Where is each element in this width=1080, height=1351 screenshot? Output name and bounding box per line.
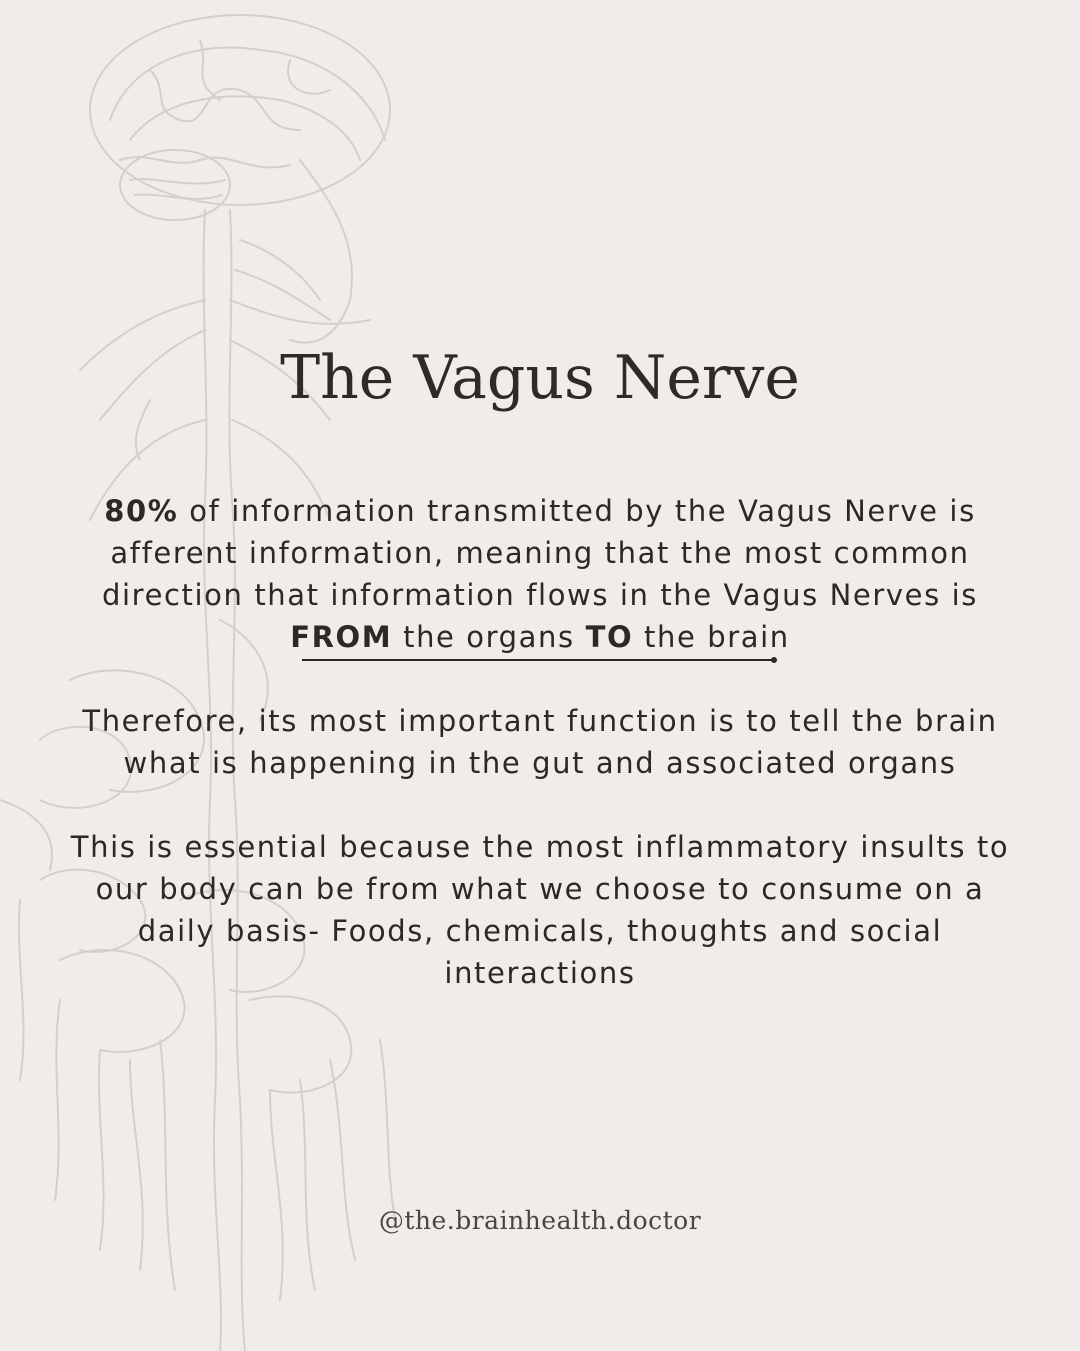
- from-highlight: FROM: [290, 620, 393, 654]
- author-handle: @the.brainhealth.doctor: [378, 1206, 702, 1235]
- paragraph-afferent: [60, 490, 1020, 658]
- paragraph-text: the brain: [633, 620, 790, 654]
- brain-nervous-system-illustration: [0, 0, 420, 1351]
- paragraph-text: of information transmitted by the Vagus Nerve is afferent information, meaning that the most common direction that information flows in the Vagus Nerves is: [102, 494, 978, 612]
- paragraph-inflammation: This is essential because the most inflammatory insults to our body can be from what we choose to consume on a daily basis- Foods, chemicals, thoughts and social interactions: [70, 830, 1010, 990]
- percent-highlight: 80%: [104, 494, 179, 528]
- to-highlight: TO: [585, 620, 634, 654]
- paragraph-function: Therefore, its most important function is to tell the brain what is happening in the gut and associated organs: [82, 704, 998, 780]
- page-title: The Vagus Nerve: [280, 343, 800, 413]
- underline-divider: [302, 659, 774, 661]
- underline-dot: [771, 657, 777, 663]
- paragraph-text: the organs: [392, 620, 586, 654]
